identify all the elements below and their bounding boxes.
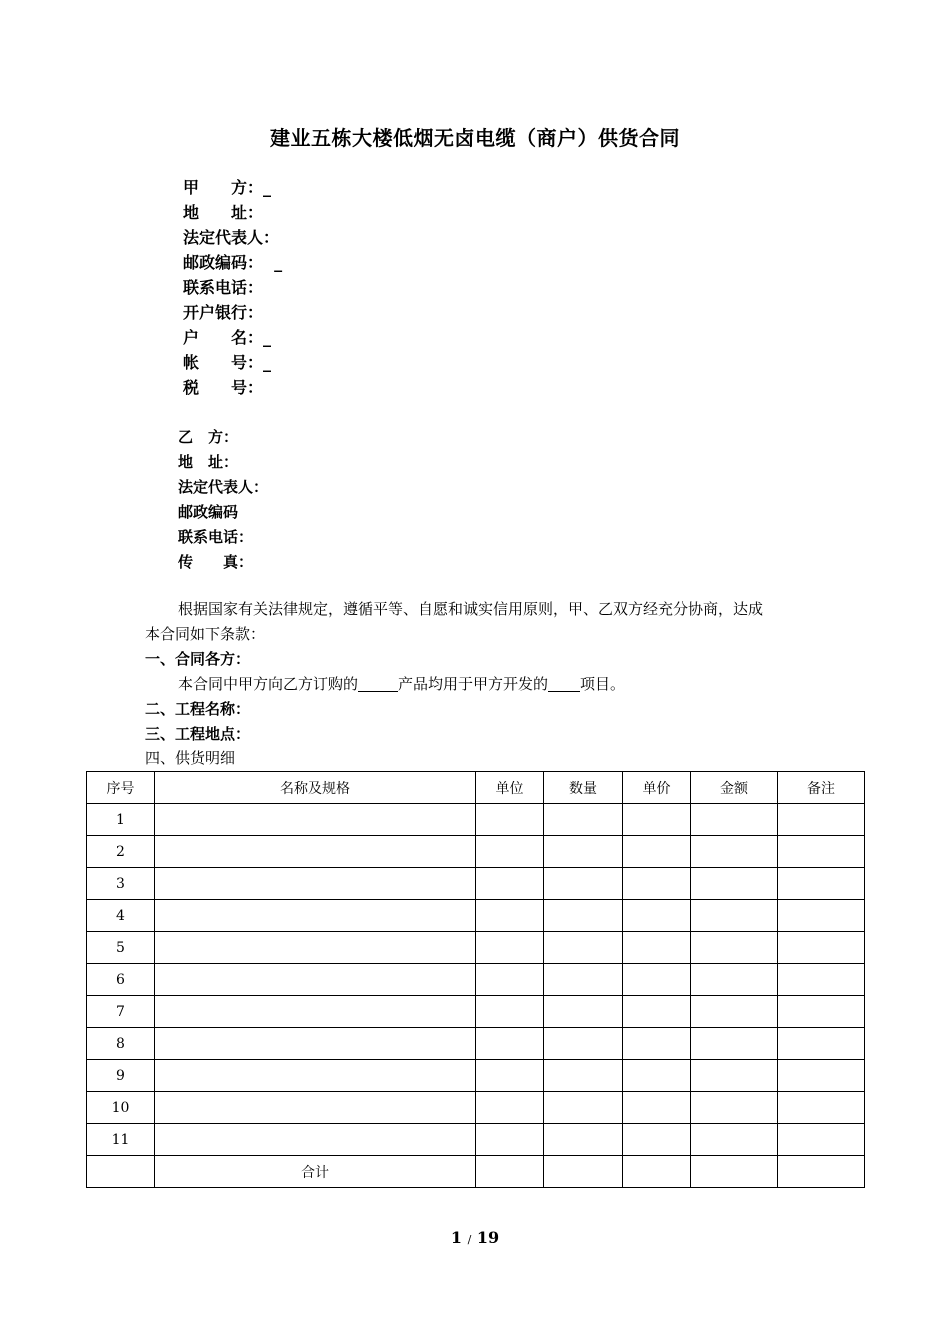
name-spec-cell[interactable] (155, 900, 476, 932)
party-a-bank: 开户银行： (183, 303, 264, 322)
unit-price-cell[interactable] (623, 900, 691, 932)
name-spec-cell[interactable] (155, 996, 476, 1028)
row-index: 1 (87, 804, 155, 836)
page-total: 19 (476, 1228, 500, 1247)
intro-line-1: 根据国家有关法律规定，遵循平等、自愿和诚实信用原则，甲、乙双方经充分协商，达成 (178, 600, 764, 618)
unit-price-cell[interactable] (623, 1028, 691, 1060)
remarks-cell[interactable] (778, 964, 865, 996)
party-a-account-name: 户 名：_ (183, 328, 272, 347)
row-index: 10 (87, 1092, 155, 1124)
unit-price-cell[interactable] (623, 868, 691, 900)
quantity-cell[interactable] (544, 1124, 623, 1156)
remarks-cell[interactable] (778, 1028, 865, 1060)
unit-cell[interactable] (476, 804, 544, 836)
row-index: 5 (87, 932, 155, 964)
party-b-postcode: 邮政编码 (178, 503, 239, 521)
amount-cell[interactable] (691, 1028, 778, 1060)
party-b-address: 地 址： (178, 453, 239, 471)
party-a-phone: 联系电话： (183, 278, 264, 297)
unit-cell[interactable] (476, 1060, 544, 1092)
remarks-cell[interactable] (778, 932, 865, 964)
row-index: 9 (87, 1060, 155, 1092)
row-index: 2 (87, 836, 155, 868)
party-a-name: 甲 方：_ (183, 178, 272, 197)
project-blank (548, 675, 580, 692)
party-a-tax-number: 税 号： (183, 378, 264, 397)
header-unit-price: 单价 (623, 772, 691, 804)
contract-title: 建业五栋大楼低烟无卤电缆（商户）供货合同 (270, 126, 680, 150)
name-spec-cell[interactable] (155, 1028, 476, 1060)
total-label: 合计 (155, 1156, 476, 1188)
amount-cell[interactable] (691, 1060, 778, 1092)
unit-price-cell[interactable] (623, 964, 691, 996)
quantity-cell[interactable] (544, 964, 623, 996)
unit-cell[interactable] (476, 1124, 544, 1156)
table-header-row (87, 772, 865, 804)
unit-cell[interactable] (476, 1028, 544, 1060)
unit-price-cell[interactable] (623, 1124, 691, 1156)
table-row (87, 1060, 865, 1092)
table-row (87, 996, 865, 1028)
section-3-heading: 三、工程地点： (145, 725, 251, 743)
section-1-text (178, 672, 625, 697)
table-row (87, 964, 865, 996)
name-spec-cell[interactable] (155, 804, 476, 836)
unit-price-cell[interactable] (623, 836, 691, 868)
name-spec-cell[interactable] (155, 932, 476, 964)
remarks-cell[interactable] (778, 996, 865, 1028)
remarks-cell[interactable] (778, 804, 865, 836)
remarks-cell[interactable] (778, 836, 865, 868)
section-2-heading: 二、工程名称： (145, 700, 251, 718)
row-index: 7 (87, 996, 155, 1028)
page-separator: / (467, 1233, 472, 1246)
name-spec-cell[interactable] (155, 1124, 476, 1156)
section-1-text-c: 项目。 (580, 675, 626, 693)
unit-cell[interactable] (476, 1092, 544, 1124)
name-spec-cell[interactable] (155, 1092, 476, 1124)
row-index: 6 (87, 964, 155, 996)
party-a-address: 地 址： (183, 203, 264, 222)
section-1-text-b: 产品均用于甲方开发的 (398, 675, 549, 693)
unit-price-cell[interactable] (623, 996, 691, 1028)
name-spec-cell[interactable] (155, 868, 476, 900)
total-unit-price-cell[interactable] (623, 1156, 691, 1188)
unit-price-cell[interactable] (623, 1092, 691, 1124)
table-row (87, 836, 865, 868)
party-b-phone: 联系电话： (178, 528, 254, 546)
table-row (87, 868, 865, 900)
header-index: 序号 (87, 772, 155, 804)
party-a-account-number: 帐 号：_ (183, 353, 272, 372)
party-b-fax: 传 真： (178, 553, 254, 571)
table-row (87, 1028, 865, 1060)
section-4-heading: 四、供货明细 (145, 749, 236, 767)
quantity-cell[interactable] (544, 836, 623, 868)
page-current: 1 (450, 1228, 462, 1247)
quantity-cell[interactable] (544, 996, 623, 1028)
table-row (87, 1124, 865, 1156)
amount-cell[interactable] (691, 932, 778, 964)
section-1-heading: 一、合同各方： (145, 650, 251, 668)
quantity-cell[interactable] (544, 932, 623, 964)
amount-cell[interactable] (691, 1124, 778, 1156)
remarks-cell[interactable] (778, 1092, 865, 1124)
product-blank (358, 675, 398, 692)
party-a-postcode: 邮政编码： _ (183, 253, 283, 272)
amount-cell[interactable] (691, 804, 778, 836)
remarks-cell[interactable] (778, 900, 865, 932)
supply-details-table (86, 771, 865, 1188)
amount-cell[interactable] (691, 900, 778, 932)
row-index: 4 (87, 900, 155, 932)
intro-line-2: 本合同如下条款： (145, 625, 266, 643)
total-unit-cell[interactable] (476, 1156, 544, 1188)
table-row (87, 804, 865, 836)
remarks-cell[interactable] (778, 1060, 865, 1092)
remarks-cell[interactable] (778, 868, 865, 900)
name-spec-cell[interactable] (155, 836, 476, 868)
quantity-cell[interactable] (544, 804, 623, 836)
amount-cell[interactable] (691, 836, 778, 868)
unit-price-cell[interactable] (623, 804, 691, 836)
row-index: 3 (87, 868, 155, 900)
unit-cell[interactable] (476, 964, 544, 996)
amount-cell[interactable] (691, 1092, 778, 1124)
row-index: 8 (87, 1028, 155, 1060)
page-number (0, 1228, 950, 1247)
unit-cell[interactable] (476, 836, 544, 868)
total-index-cell (87, 1156, 155, 1188)
header-unit: 单位 (476, 772, 544, 804)
amount-cell[interactable] (691, 868, 778, 900)
header-remarks: 备注 (778, 772, 865, 804)
party-b-name: 乙 方： (178, 428, 239, 446)
name-spec-cell[interactable] (155, 1060, 476, 1092)
unit-cell[interactable] (476, 900, 544, 932)
total-quantity-cell[interactable] (544, 1156, 623, 1188)
remarks-cell[interactable] (778, 1124, 865, 1156)
row-index: 11 (87, 1124, 155, 1156)
unit-cell[interactable] (476, 868, 544, 900)
table-row (87, 900, 865, 932)
party-a-legal-rep: 法定代表人： (183, 228, 280, 247)
unit-price-cell[interactable] (623, 932, 691, 964)
total-row (87, 1156, 865, 1188)
quantity-cell[interactable] (544, 868, 623, 900)
table-row (87, 932, 865, 964)
quantity-cell[interactable] (544, 1092, 623, 1124)
header-amount: 金额 (691, 772, 778, 804)
section-1-text-a: 本合同中甲方向乙方订购的 (178, 675, 359, 693)
quantity-cell[interactable] (544, 900, 623, 932)
total-amount-cell[interactable] (691, 1156, 778, 1188)
unit-cell[interactable] (476, 996, 544, 1028)
header-name-spec: 名称及规格 (155, 772, 476, 804)
name-spec-cell[interactable] (155, 964, 476, 996)
amount-cell[interactable] (691, 996, 778, 1028)
table-row (87, 1092, 865, 1124)
party-b-legal-rep: 法定代表人： (178, 478, 269, 496)
amount-cell[interactable] (691, 964, 778, 996)
quantity-cell[interactable] (544, 1028, 623, 1060)
unit-cell[interactable] (476, 932, 544, 964)
quantity-cell[interactable] (544, 1060, 623, 1092)
party-b-info (178, 425, 268, 575)
unit-price-cell[interactable] (623, 1060, 691, 1092)
total-remarks-cell[interactable] (778, 1156, 865, 1188)
header-quantity: 数量 (544, 772, 623, 804)
party-a-info (183, 175, 282, 400)
